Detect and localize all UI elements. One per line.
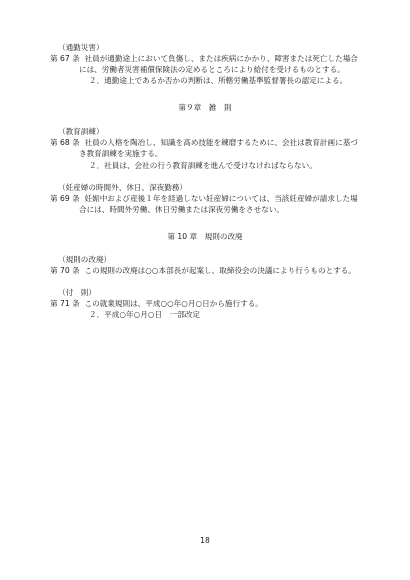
section-heading-supplementary: （付 則） [58,288,96,297]
article-67-continuation: には、労働者災害補償保険法の定めるところにより給付を受けるものとする。 [79,65,345,74]
article-67-text: 社員が通勤途上において負傷し、または疾病にかかり、障害または死亡した場合 [84,54,358,63]
article-67-label: 第 67 条 [50,54,80,63]
section-heading-commuting-accident: （通勤災害） [58,43,104,52]
section-heading-education-training: （教育訓練） [58,127,104,136]
chapter-9-title: 第９章 雑 則 [178,103,232,112]
article-68-item-2: ２．社員は、会社の行う教育訓練を進んで受けなければならない。 [89,161,317,170]
article-67-item-2: ２．通勤途上であるか否かの判断は、所轄労働基準監督署長の認定による。 [89,76,348,85]
chapter-10-title: 第 10 章 規則の改廃 [167,232,243,241]
section-heading-rule-revision: （規則の改廃） [58,255,112,264]
article-68-text: 社員の人格を陶冶し、知識を高め技能を練磨するために、会社は教育計画に基づ [84,138,358,147]
article-71-item-2: ２．平成○年○月○日 一部改定 [89,310,201,319]
article-69-continuation: 合には、時間外労働、休日労働または深夜労働をさせない。 [79,205,285,214]
article-71-line1 [50,300,263,308]
article-67-line1 [50,55,358,63]
page-number: 18 [200,536,210,545]
article-71-label: 第 71 条 [50,299,80,308]
article-70-text: この規則の改廃は○○本部長が起案し、取締役会の決議により行うものとする。 [84,266,356,275]
article-70-line1 [50,267,356,275]
article-70-label: 第 70 条 [50,266,80,275]
article-69-text: 妊娠中および産後１年を経過しない妊産婦については、当該妊産婦が請求した場 [84,194,358,203]
article-68-continuation: き教育訓練を実施する。 [79,149,163,158]
article-69-label: 第 69 条 [50,194,80,203]
article-68-line1 [50,139,358,147]
section-heading-expectant-mothers: （妊産婦の時間外、休日、深夜勤務） [58,183,188,192]
article-69-line1 [50,195,358,203]
article-68-label: 第 68 条 [50,138,80,147]
article-71-text: この就業規則は、平成○○年○月○日から施行する。 [84,299,263,308]
